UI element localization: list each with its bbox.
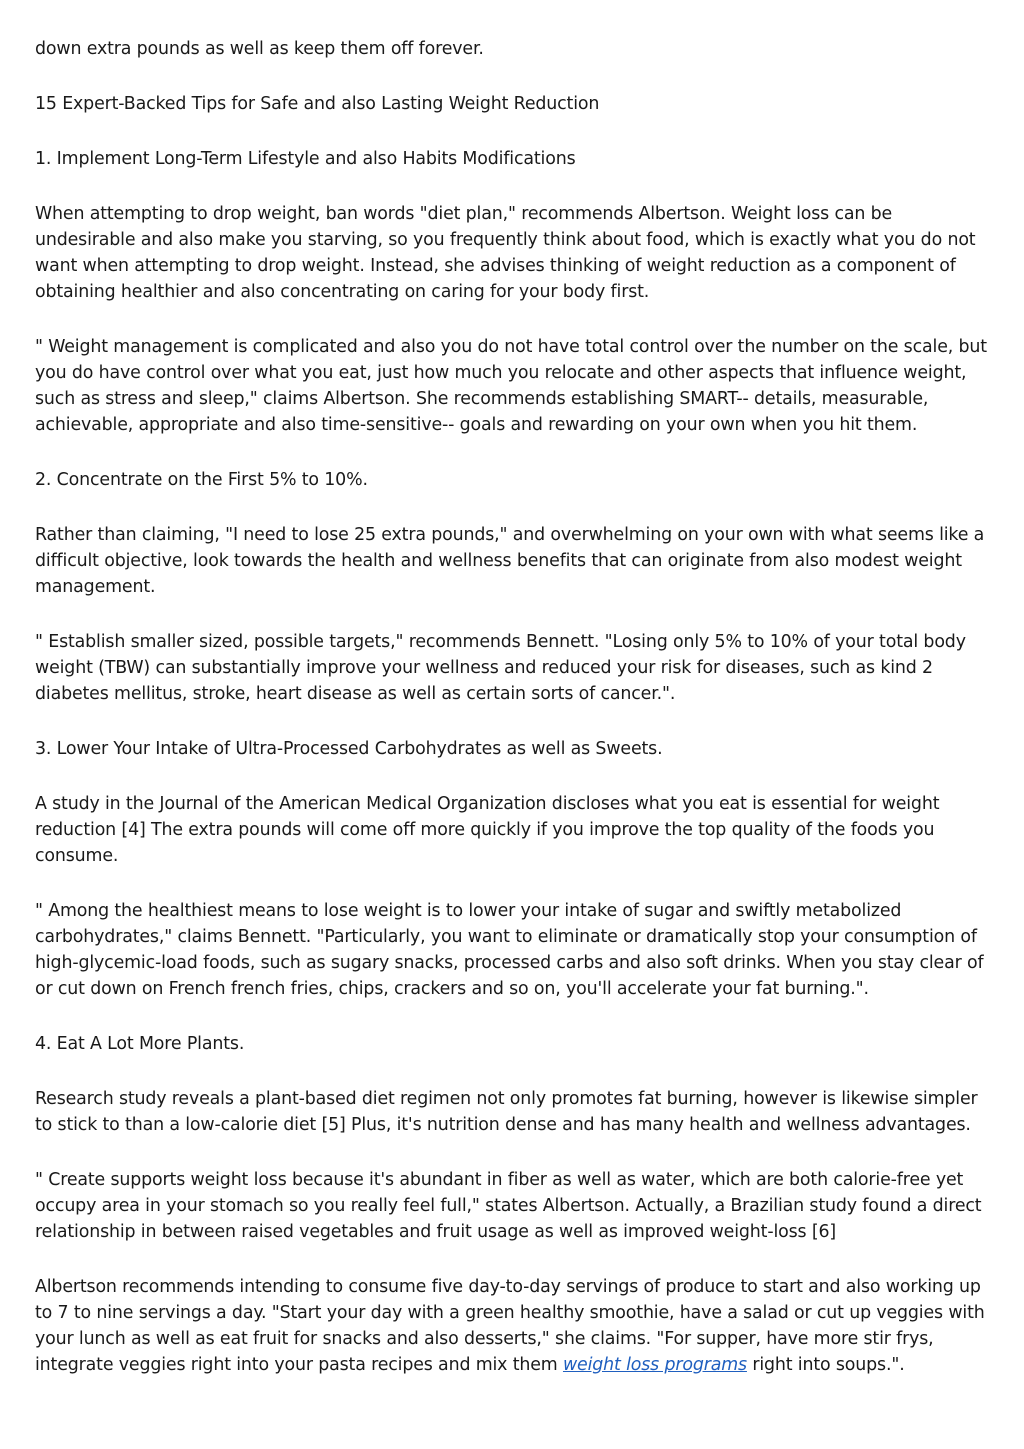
tip-heading-2: 2. Concentrate on the First 5% to 10%. (35, 470, 368, 490)
paragraph: " Among the healthiest means to lose weight is to lower your intake of sugar and swiftly metabolized carbohydrates," claims Bennett. "Particularly, you want to eliminate or dramatically stop your consumption of high-glycemic-load foods, such as sugary snacks, processed carbs and also soft drinks. When you stay clear of or cut down on French french fries, chips, crackers and so on, you'll accelerate your fat burning.". (35, 901, 984, 999)
paragraph-final (35, 1274, 995, 1378)
tip-heading-3: 3. Lower Your Intake of Ultra-Processed Carbohydrates as well as Sweets. (35, 739, 663, 759)
article-heading: 15 Expert-Backed Tips for Safe and also Lasting Weight Reduction (35, 94, 600, 114)
paragraph: A study in the Journal of the American Medical Organization discloses what you eat is essential for weight reduction [4] The extra pounds will come off more quickly if you improve the top quality of the foods you consume. (35, 794, 940, 866)
paragraph: Research study reveals a plant-based diet regimen not only promotes fat burning, however is likewise simpler to stick to than a low-calorie diet [5] Plus, it's nutrition dense and has many health and wellness advantages. (35, 1089, 978, 1135)
paragraph-text-before-link: Albertson recommends intending to consume five day-to-day servings of produce to start and also working up to 7 to nine servings a day. "Start your day with a green healthy smoothie, have a salad or cut up veggies with your lunch as well as eat fruit for snacks and also desserts," she claims. "For supper, have more stir frys, integrate veggies right into your pasta recipes and mix them (35, 1277, 985, 1375)
paragraph: " Weight management is complicated and also you do not have total control over the number on the scale, but you do have control over what you eat, just how much you relocate and other aspects that influence weight, such as stress and sleep," claims Albertson. She recommends establishing SMART-- details, measurable, achievable, appropriate and also time-sensitive-- goals and rewarding on your own when you hit them. (35, 337, 987, 435)
tip-heading-1: 1. Implement Long-Term Lifestyle and also Habits Modifications (35, 149, 576, 169)
paragraph-intro-fragment: down extra pounds as well as keep them off forever. (35, 39, 484, 59)
paragraph: " Establish smaller sized, possible targets," recommends Bennett. "Losing only 5% to 10% of your total body weight (TBW) can substantially improve your wellness and reduced your risk for diseases, such as kind 2 diabetes mellitus, stroke, heart disease as well as certain sorts of cancer.". (35, 632, 966, 704)
paragraph-text-after-link: right into soups.". (746, 1355, 905, 1375)
weight-loss-programs-link[interactable]: weight loss programs (562, 1355, 747, 1375)
tip-heading-4: 4. Eat A Lot More Plants. (35, 1034, 245, 1054)
paragraph: Rather than claiming, "I need to lose 25 extra pounds," and overwhelming on your own with what seems like a difficult objective, look towards the health and wellness benefits that can originate from also modest weight management. (35, 525, 985, 597)
paragraph: " Create supports weight loss because it's abundant in fiber as well as water, which are both calorie-free yet occupy area in your stomach so you really feel full," states Albertson. Actually, a Brazilian study found a direct relationship in between raised vegetables and fruit usage as well as improved weight-loss [6] (35, 1170, 982, 1242)
paragraph: When attempting to drop weight, ban words "diet plan," recommends Albertson. Weight loss can be undesirable and also make you starving, so you frequently think about food, which is exactly what you do not want when attempting to drop weight. Instead, she advises thinking of weight reduction as a component of obtaining healthier and also concentrating on caring for your body first. (35, 204, 976, 302)
document-body (35, 36, 995, 1378)
